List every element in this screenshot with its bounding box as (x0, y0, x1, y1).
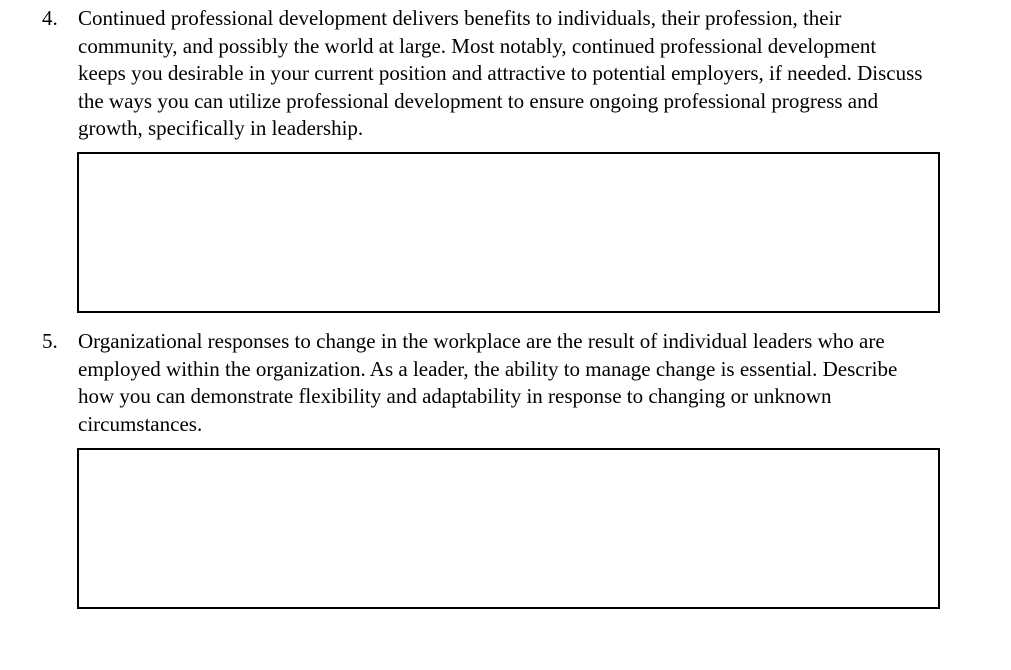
question-4-answer-box[interactable] (77, 152, 940, 313)
question-4 (0, 5, 1011, 143)
question-4-text: Continued professional development delivers benefits to individuals, their profession, their community, and possibly the world at large. Most notably, continued professional development keeps you desirable in your current position and attractive to potential employers, if needed. Discuss the ways you can utilize professional development to ensure ongoing professional progress and growth, specifically in leadership. (78, 6, 923, 140)
question-5-number: 5. (42, 329, 58, 353)
question-5-answer-box[interactable] (77, 448, 940, 609)
question-4-number: 4. (42, 6, 58, 30)
question-5 (0, 328, 1011, 438)
question-5-text: Organizational responses to change in the workplace are the result of individual leaders who are employed within the organization. As a leader, the ability to manage change is essential. Describe how you can demonstrate flexibility and adaptability in response to changing or unknown circumstances. (78, 329, 898, 436)
